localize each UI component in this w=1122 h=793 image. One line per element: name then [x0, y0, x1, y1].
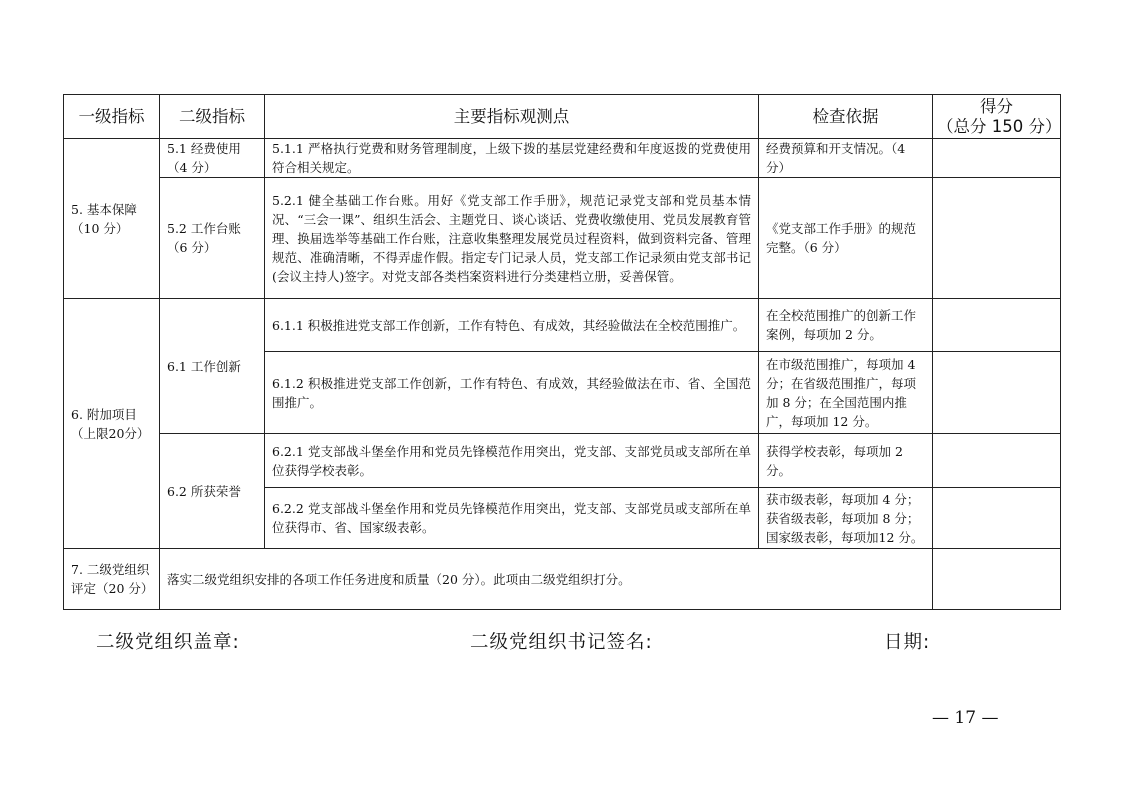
- header-row: [64, 95, 1061, 139]
- date-label: 日期:: [884, 632, 931, 653]
- header-score-line2: （总分 150 分）: [937, 116, 1062, 136]
- basis-cell: 在市级范围推广，每项加 4 分；在省级范围推广，每项加 8 分；在全国范围内推广，每项加 12 分。: [759, 352, 933, 434]
- evaluation-table: [63, 94, 1061, 610]
- score-cell: [933, 352, 1061, 434]
- level2-cell: 6.1 工作创新: [160, 299, 265, 434]
- section-extra-label-line1: 6. 附加项目: [71, 406, 137, 422]
- score-cell: [933, 139, 1061, 178]
- observation-cell: 5.2.1 健全基础工作台账。用好《党支部工作手册》，规范记录党支部和党员基本情况、“三会一课”、组织生活会、主题党日、谈心谈话、党费收缴使用、党员发展教育管理、换届选举等基础工作台账，注意收集整理发展党员过程资料，做到资料完备、管理规范、准确清晰，不得弄虚作假。指定专门记录人员，党支部工作记录须由党支部书记(会议主持人)签字。对党支部各类档案资料进行分类建档立册，妥善保管。: [265, 178, 759, 299]
- level2-cell: 6.2 所获荣誉: [160, 434, 265, 549]
- page-number: — 17 —: [932, 708, 999, 728]
- section-extra-label: [64, 299, 160, 549]
- observation-cell: 6.2.2 党支部战斗堡垒作用和党员先锋模范作用突出，党支部、支部党员或支部所在单位获得市、省、国家级表彰。: [265, 488, 759, 549]
- table-row: [64, 549, 1061, 610]
- header-score: [933, 95, 1061, 139]
- header-score-line1: 得分: [980, 96, 1013, 116]
- basis-cell: 经费预算和开支情况。（4 分）: [759, 139, 933, 178]
- basis-cell: 在全校范围推广的创新工作案例，每项加 2 分。: [759, 299, 933, 352]
- score-cell: [933, 178, 1061, 299]
- seal-label: 二级党组织盖章:: [96, 632, 240, 653]
- score-cell: [933, 488, 1061, 549]
- level2-points: （4 分）: [167, 160, 217, 175]
- level2-cell: [160, 139, 265, 178]
- score-cell: [933, 434, 1061, 488]
- table-row: [64, 139, 1061, 178]
- level2-cell: [160, 178, 265, 299]
- table-row: [64, 299, 1061, 352]
- evaluation-content: 落实二级党组织安排的各项工作任务进度和质量（20 分）。此项由二级党组织打分。: [160, 549, 933, 610]
- secretary-signature-label: 二级党组织书记签名:: [470, 632, 653, 653]
- observation-cell: 6.1.1 积极推进党支部工作创新，工作有特色、有成效，其经验做法在全校范围推广。: [265, 299, 759, 352]
- section-evaluation-label: 7. 二级党组织评定（20 分）: [64, 549, 160, 610]
- basis-cell: 获市级表彰，每项加 4 分；获省级表彰，每项加 8 分；国家级表彰，每项加12 分。: [759, 488, 933, 549]
- section-basic-label-line1: 5. 基本保障: [71, 201, 137, 217]
- section-extra-label-line2: （上限20分）: [71, 425, 150, 441]
- table-row: [64, 178, 1061, 299]
- basis-cell: 《党支部工作手册》的规范完整。（6 分）: [759, 178, 933, 299]
- observation-cell: 6.1.2 积极推进党支部工作创新，工作有特色、有成效，其经验做法在市、省、全国范围推广。: [265, 352, 759, 434]
- level2-label: 5.1 经费使用: [167, 141, 241, 156]
- header-level1: 一级指标: [64, 95, 160, 139]
- section-basic-label-line2: （10 分）: [71, 220, 129, 236]
- level2-points: （6 分）: [167, 240, 217, 255]
- observation-cell: 6.2.1 党支部战斗堡垒作用和党员先锋模范作用突出，党支部、支部党员或支部所在单位获得学校表彰。: [265, 434, 759, 488]
- observation-cell: 5.1.1 严格执行党费和财务管理制度，上级下拨的基层党建经费和年度返拨的党费使用符合相关规定。: [265, 139, 759, 178]
- header-basis: 检查依据: [759, 95, 933, 139]
- score-cell: [933, 549, 1061, 610]
- level2-label: 5.2 工作台账: [167, 221, 241, 236]
- score-cell: [933, 299, 1061, 352]
- basis-cell: 获得学校表彰，每项加 2 分。: [759, 434, 933, 488]
- header-level2: 二级指标: [160, 95, 265, 139]
- header-observation: 主要指标观测点: [265, 95, 759, 139]
- section-basic-label: [64, 139, 160, 299]
- table-row: [64, 434, 1061, 488]
